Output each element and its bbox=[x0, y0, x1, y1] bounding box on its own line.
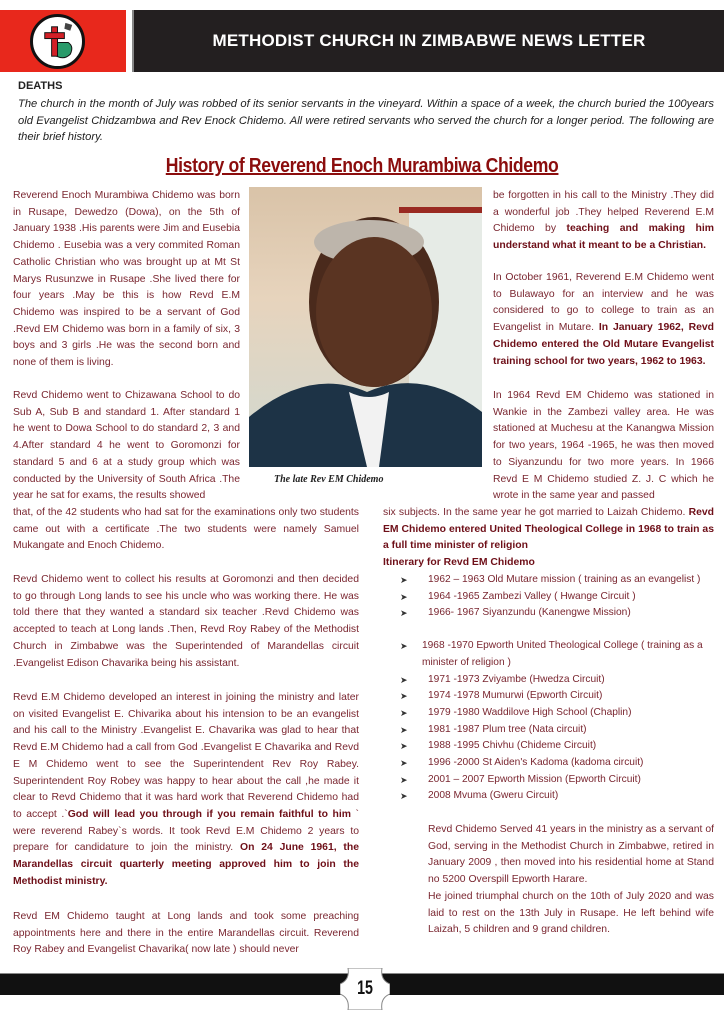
newsletter-title: METHODIST CHURCH IN ZIMBABWE NEWS LETTER bbox=[132, 10, 724, 72]
paragraph-bulawayo-interview: In October 1961, Reverend E.M Chidemo went to Bulawayo for an interview and he was considered to go to college to train as an Evangelist in Mutare. In January 1962, Revd Chidemo entered the Old Mutare Evangelist training school for two years, 1962 to 1963. bbox=[493, 272, 714, 367]
paragraph-preaching: Revd EM Chidemo taught at Long lands and took some preaching appointments here and there in the entire Marandellas circuit. Reverend Roy Rabey and Evangelist Chavarika( now late ) should never bbox=[13, 911, 359, 956]
methodist-cross-logo-icon bbox=[30, 14, 85, 69]
list-item: ➤ 2001 – 2007 Epworth Mission (Epworth Circuit) bbox=[400, 772, 714, 789]
portrait-photo bbox=[249, 187, 482, 467]
arrow-bullet-icon: ➤ bbox=[400, 774, 408, 785]
list-item: ➤ 1966- 1967 Siyanzundu (Kanengwe Mission) bbox=[400, 605, 714, 622]
intro-paragraph: The church in the month of July was robbed of its senior servants in the vineyard. Within a space of a week, the church buried the 100years old Evangelist Chidzambwa and Rev Enock Chidemo. All were retired servants who served the church for a longer period. The following are their brief history. bbox=[18, 98, 714, 143]
arrow-bullet-icon: ➤ bbox=[400, 641, 408, 652]
paragraph-death: He joined triumphal church on the 10th of July 2020 and was laid to rest on the 13th July in Rusape. He left behind wife Laizah, 5 children and 9 grand children. bbox=[428, 891, 714, 936]
paragraph-call-to-ministry: Revd E.M Chidemo developed an interest in joining the ministry and later on visited Evangelist E. Chivarika about his intension to be an evangelist and his call to the Ministry .Evangelist E. Chavarika was glad to hear that Revd E.M Chidemo had a call from God .Evangelist E Chavarika and Revd E M Chidemo went to see the Superintendent Rev Roy Rabey. Superintendent Roy Robey was happy to hear about the call ,he made it clear to Revd Chidemo that it was hard work that Reverend Chidemo had to accept .`God will lead you through if you remain faithful to him ` were reverend Rabey`s words. It took Revd E.M Chidemo 2 years to prepare for candidature to join the ministry. On 24 June 1961, the Marandellas circuit quarterly meeting approved him to join the Methodist ministry. bbox=[13, 692, 360, 887]
arrow-bullet-icon: ➤ bbox=[400, 724, 408, 735]
section-label: DEATHS bbox=[18, 80, 63, 92]
arrow-bullet-icon: ➤ bbox=[400, 575, 408, 585]
list-item: ➤ 1974 -1978 Mumurwi (Epworth Circuit) bbox=[400, 688, 714, 705]
list-item: ➤ 1971 -1973 Zviyambe (Hwedza Circuit) bbox=[400, 672, 714, 689]
paragraph-schooling-cont: that, of the 42 students who had sat for the examinations only two students came out with a certificate .The two students were namely Samuel Mukangate and Enoch Chidemo. bbox=[13, 507, 359, 552]
arrow-bullet-icon: ➤ bbox=[400, 741, 408, 752]
arrow-bullet-icon: ➤ bbox=[400, 608, 408, 619]
list-item: ➤ 1979 -1980 Waddilove High School (Chaplin) bbox=[400, 705, 714, 722]
newsletter-header bbox=[0, 10, 724, 72]
list-item: ➤ 1981 -1987 Plum tree (Nata circuit) bbox=[400, 722, 714, 739]
photo-caption: The late Rev EM Chidemo bbox=[274, 474, 384, 485]
itinerary-title: Itinerary for Revd EM Chidemo bbox=[383, 557, 535, 569]
paragraph-retirement: Revd Chidemo Served 41 years in the ministry as a servant of God, serving in the Methodist Church in Zimbabwe, retired in January 2009 , then moved into his residential home at Stand no 5200 Overspill Epworth Harare. bbox=[428, 824, 714, 886]
arrow-bullet-icon: ➤ bbox=[400, 758, 408, 769]
list-item: ➤ 1968 -1970 Epworth United Theological College ( training as a minister of religion ) bbox=[400, 638, 714, 671]
paragraph-teaching-christian: be forgotten in his call to the Ministry .They did a wonderful job .They helped Reverend E.M Chidemo by teaching and making him understand what it meant to be a Christian. bbox=[493, 190, 714, 252]
paragraph-marriage: six subjects. In the same year he got married to Laizah Chidemo. Revd EM Chidemo entered United Theological College in 1968 to train as a full time minister of religion Itinerary for Revd EM Chidemo bbox=[383, 507, 714, 569]
arrow-bullet-icon: ➤ bbox=[400, 791, 408, 802]
paragraph-teaching: Revd Chidemo went to collect his results at Goromonzi and then decided to go through Long lands to see his uncle who was working there. He was told there that they wanted a standard six teacher .Revd Chidemo was accepted to teach at Long lands .Then, Revd Roy Rabey of the Methodist Church in Zimbabwe was the Superintended of Marandellas circuit .Evangelist Edison Chavarika being his assistant. bbox=[13, 574, 359, 669]
paragraph-schooling: Revd Chidemo went to Chizawana School to do Sub A, Sub B and standard 1. After standard 1 he went to Dowa School to do standard 2, 3 and 4.After standard 4 he went to Goromonzi for standard 5 and 6 at a study group which was conducted by the University of South Africa .The year he sat for exams, the results showed bbox=[13, 390, 240, 502]
list-item: ➤ 1962 – 1963 Old Mutare mission ( training as an evangelist ) bbox=[400, 572, 714, 589]
arrow-bullet-icon: ➤ bbox=[400, 674, 408, 685]
paragraph-wankie: In 1964 Revd EM Chidemo was stationed in Wankie in the Zambezi valley area. He was stationed at Muchesu at the Kanangwa Mission for two years, 1964 -1965, he was then moved to Siyanzundu for two more years. In 1966 Revd E M Chidemo studied Z. J. C which he wrote in the same year and passed bbox=[493, 390, 714, 502]
list-item: ➤ 1988 -1995 Chivhu (Chideme Circuit) bbox=[400, 738, 714, 755]
itinerary-list bbox=[400, 572, 714, 805]
list-item: ➤ 1996 -2000 St Aiden's Kadoma (kadoma circuit) bbox=[400, 755, 714, 772]
arrow-bullet-icon: ➤ bbox=[400, 591, 408, 602]
arrow-bullet-icon: ➤ bbox=[400, 691, 408, 702]
list-item: ➤ 2008 Mvuma (Gweru Circuit) bbox=[400, 788, 714, 805]
page-number: 15 bbox=[357, 978, 373, 999]
list-item: ➤ 1964 -1965 Zambezi Valley ( Hwange Circuit ) bbox=[400, 589, 714, 606]
logo-panel bbox=[0, 10, 126, 72]
article-heading: History of Reverend Enoch Murambiwa Chidemo bbox=[165, 155, 559, 177]
paragraph-birth: Reverend Enoch Murambiwa Chidemo was born in Rusape, Dewedzo (Dowa), on the 5th of January 1938 .His parents were Jim and Eusebia Chidemo . Eusebia was a very commited Roman Catholic Christian who was brought up at Mt St Marys Rusunzwe in Rusape .She lived there for four years .May be this is how Revd E.M Chidemo was inspired to be a servant of God .Revd EM Chidemo was born in a family of six, 3 boys and 3 girls .He was the second born and none of them is living. bbox=[13, 190, 240, 369]
arrow-bullet-icon: ➤ bbox=[400, 707, 408, 718]
